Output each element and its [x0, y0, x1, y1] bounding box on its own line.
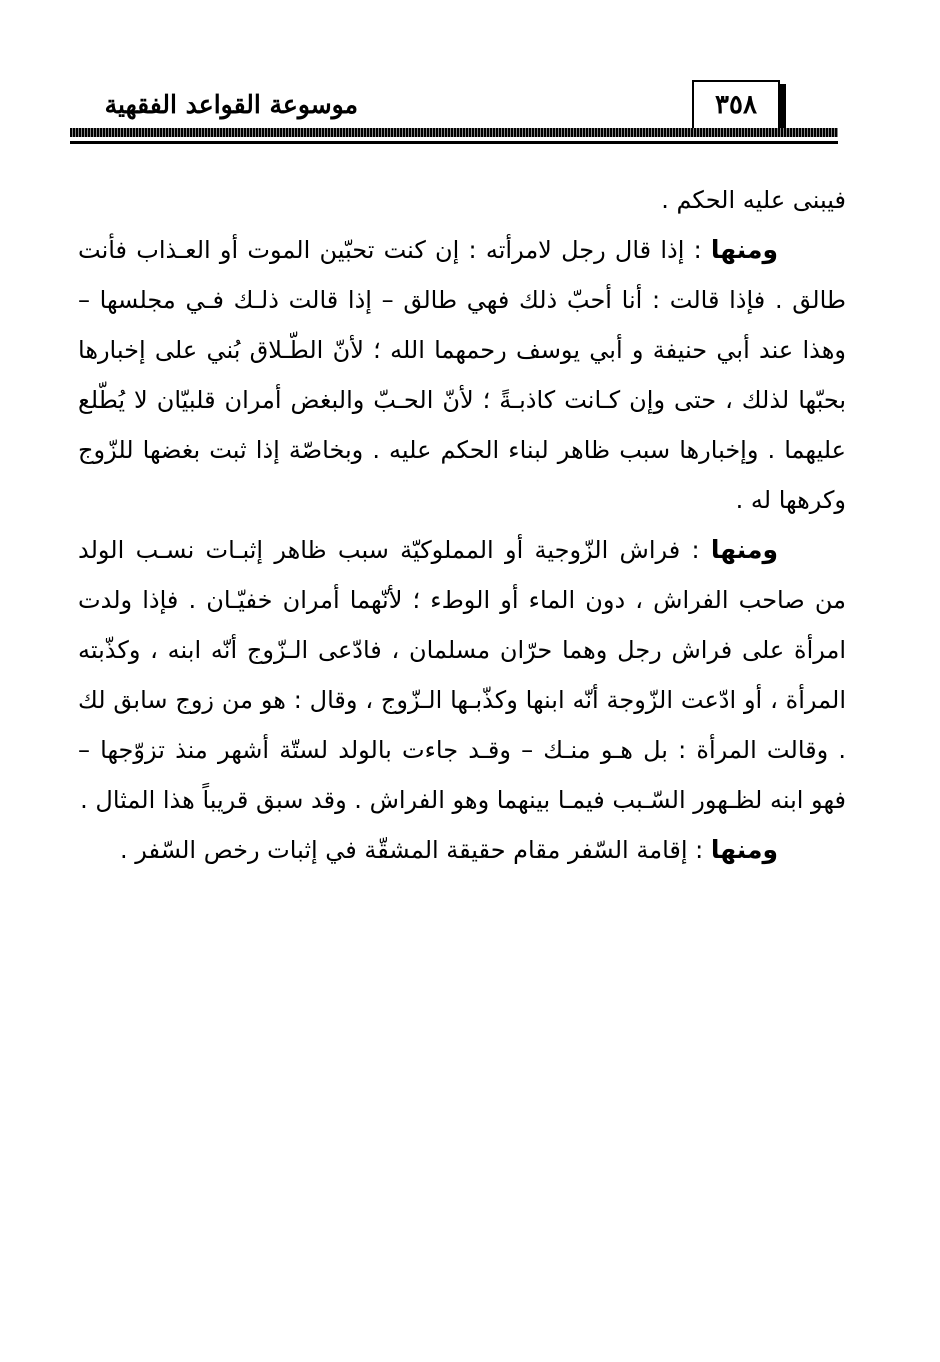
page-header: [70, 80, 838, 152]
header-rule: [70, 128, 838, 137]
paragraph-3: [78, 525, 846, 825]
paragraph-text: : إذا قال رجل لامرأته : إن كنت تحبّين الموت أو العـذاب فأنت طالق . فإذا قالت : أنا أحبّ ذلك فهي طالق – إذا قالت ذلـك فـي مجلسها – وهذا عند أبي حنيفة و أبي يوسف رحمهما الله ؛ لأنّ الطّـلاق بُني على إخبارها بحبّها لذلك ، حتى وإن كـانت كاذبـةً ؛ لأنّ الحـبّ والبغض أمران قلبيّان لا يُطّلع عليهما . وإخبارها سبب ظاهر لبناء الحكم عليه . وبخاصّة إذا ثبت بغضها للزّوج وكرهها له .: [78, 236, 846, 514]
header-rule-thin: [70, 141, 838, 144]
page-body: [78, 175, 846, 875]
paragraph-keyword: ومنها: [710, 535, 778, 564]
paragraph-4: [78, 825, 846, 875]
paragraph-text: : إقامة السّفر مقام حقيقة المشقّة في إثبات رخص السّفر .: [120, 836, 711, 864]
paragraph-keyword: ومنها: [710, 235, 778, 264]
page-number-box: [692, 80, 780, 130]
paragraph-1: [78, 175, 846, 225]
page-number: ٣٥٨: [715, 90, 757, 120]
paragraph-text: فيبنى عليه الحكم .: [661, 186, 846, 214]
book-title: موسوعة القواعد الفقهية: [104, 90, 358, 119]
paragraph-keyword: ومنها: [710, 835, 778, 864]
paragraph-text: : فراش الزّوجية أو المملوكيّة سبب ظاهر إثبـات نسـب الولد من صاحب الفراش ، دون الماء أو الوطء ؛ لأنّهما أمران خفيّـان . فإذا ولدت امرأة على فراش رجل وهما حرّان مسلمان ، فادّعى الـزّوج أنّه ابنه ، وكذّبته المرأة ، أو ادّعت الزّوجة أنّه ابنها وكذّبـها الـزّوج ، وقال : هو من زوج سابق لك . وقالت المرأة : بل هـو منـك – وقـد جاءت بالولد لستّة أشهر منذ تزوّجها – فهو ابنه لظـهور السّـبب فيمـا بينهما وهو الفراش . وقد سبق قريباً هذا المثال .: [78, 536, 846, 814]
paragraph-2: [78, 225, 846, 525]
